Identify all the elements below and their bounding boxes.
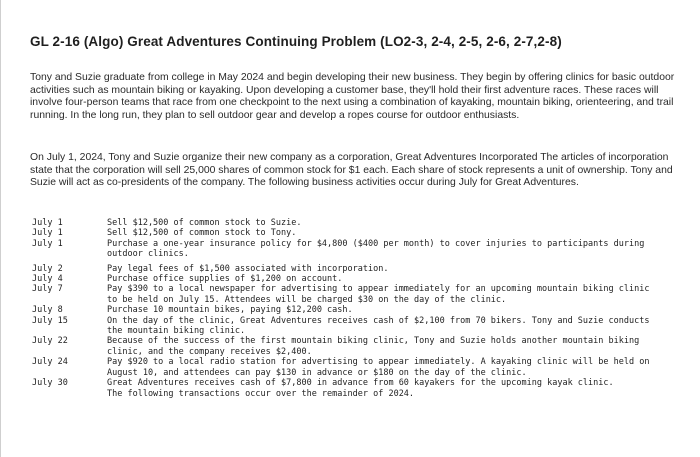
transaction-text: Purchase office supplies of $1,200 on account.: [107, 274, 343, 285]
transaction-text: Sell $12,500 of common stock to Suzie.: [107, 218, 302, 228]
transaction-text: Purchase a one-year insurance policy for $4,800 ($400 per month) to cover injuries to participants during outdoor clinics.: [107, 238, 645, 260]
table-row: [32, 260, 662, 274]
transaction-date: July 2: [32, 263, 63, 274]
transaction-date: July 15: [32, 315, 68, 326]
transaction-table: [32, 218, 662, 399]
transaction-text: Sell $12,500 of common stock to Tony.: [107, 228, 297, 239]
transaction-date: July 24: [32, 357, 68, 368]
table-row: [32, 274, 662, 284]
transaction-date: [32, 389, 107, 399]
table-row: [32, 389, 662, 399]
table-row: [32, 228, 662, 238]
table-row: [32, 316, 662, 337]
transaction-text: Great Adventures receives cash of $7,800 in advance from 60 kayakers for the upcoming kayak clinic.: [107, 378, 614, 389]
transaction-date: July 4: [32, 274, 63, 285]
table-row: [32, 336, 662, 357]
table-row: [32, 239, 662, 260]
intro-paragraph: Tony and Suzie graduate from college in May 2024 and begin developing their new business. They begin by offering clinics for basic outdoor activities such as mountain biking or kayaking. Upon developing a customer base, they'll hold their first adventure races. These races will involve four-person teams that race from one checkpoint to the next using a combination of kayaking, mountain biking, orienteering, and trail running. In the long run, they plan to sell outdoor gear and develop a ropes course for outdoor enthusiasts.: [30, 72, 675, 121]
transaction-text: Because of the success of the first mountain biking clinic, Tony and Suzie holds another mountain biking clinic, and the company receives $2,400.: [107, 336, 640, 357]
transaction-text: Pay $920 to a local radio station for advertising to appear immediately. A kayaking clinic will be held on August 10, and attendees can pay $130 in advance or $180 on the day of the clinic.: [107, 357, 650, 378]
transaction-date: July 1: [32, 228, 63, 239]
table-row: [32, 378, 662, 388]
transaction-text: Pay legal fees of $1,500 associated with incorporation.: [107, 263, 389, 274]
transaction-date: July 1: [32, 218, 63, 228]
table-row: [32, 284, 662, 305]
table-row: [32, 218, 662, 228]
transaction-date: July 7: [32, 284, 63, 295]
transaction-date: July 30: [32, 378, 68, 389]
transaction-text: Purchase 10 mountain bikes, paying $12,200 cash.: [107, 305, 353, 316]
table-row: [32, 305, 662, 315]
transaction-text: Pay $390 to a local newspaper for advertising to appear immediately for an upcoming mountain biking clinic to be held on July 15. Attendees will be charged $30 on the day of the clinic.: [107, 284, 650, 305]
transaction-date: July 8: [32, 305, 63, 316]
transaction-date: July 1: [32, 238, 63, 249]
table-row: [32, 357, 662, 378]
transaction-text: The following transactions occur over the remainder of 2024.: [107, 388, 415, 399]
transaction-date: July 22: [32, 336, 68, 347]
transaction-text: On the day of the clinic, Great Adventures receives cash of $2,100 from 70 bikers. Tony and Suzie conducts the mountain biking clinic.: [107, 315, 650, 337]
left-border: [0, 0, 1, 457]
organization-paragraph: On July 1, 2024, Tony and Suzie organize their new company as a corporation, Great Adventures Incorporated The articles of incorporation state that the corporation will sell 25,000 shares of common stock for $1 each. Each share of stock represents a unit of ownership. Tony and Suzie will act as co-presidents of the company. The following business activities occur during July for Great Adventures.: [30, 152, 673, 189]
problem-title: GL 2-16 (Algo) Great Adventures Continuing Problem (LO2-3, 2-4, 2-5, 2-6, 2-7,2-8): [30, 34, 562, 49]
